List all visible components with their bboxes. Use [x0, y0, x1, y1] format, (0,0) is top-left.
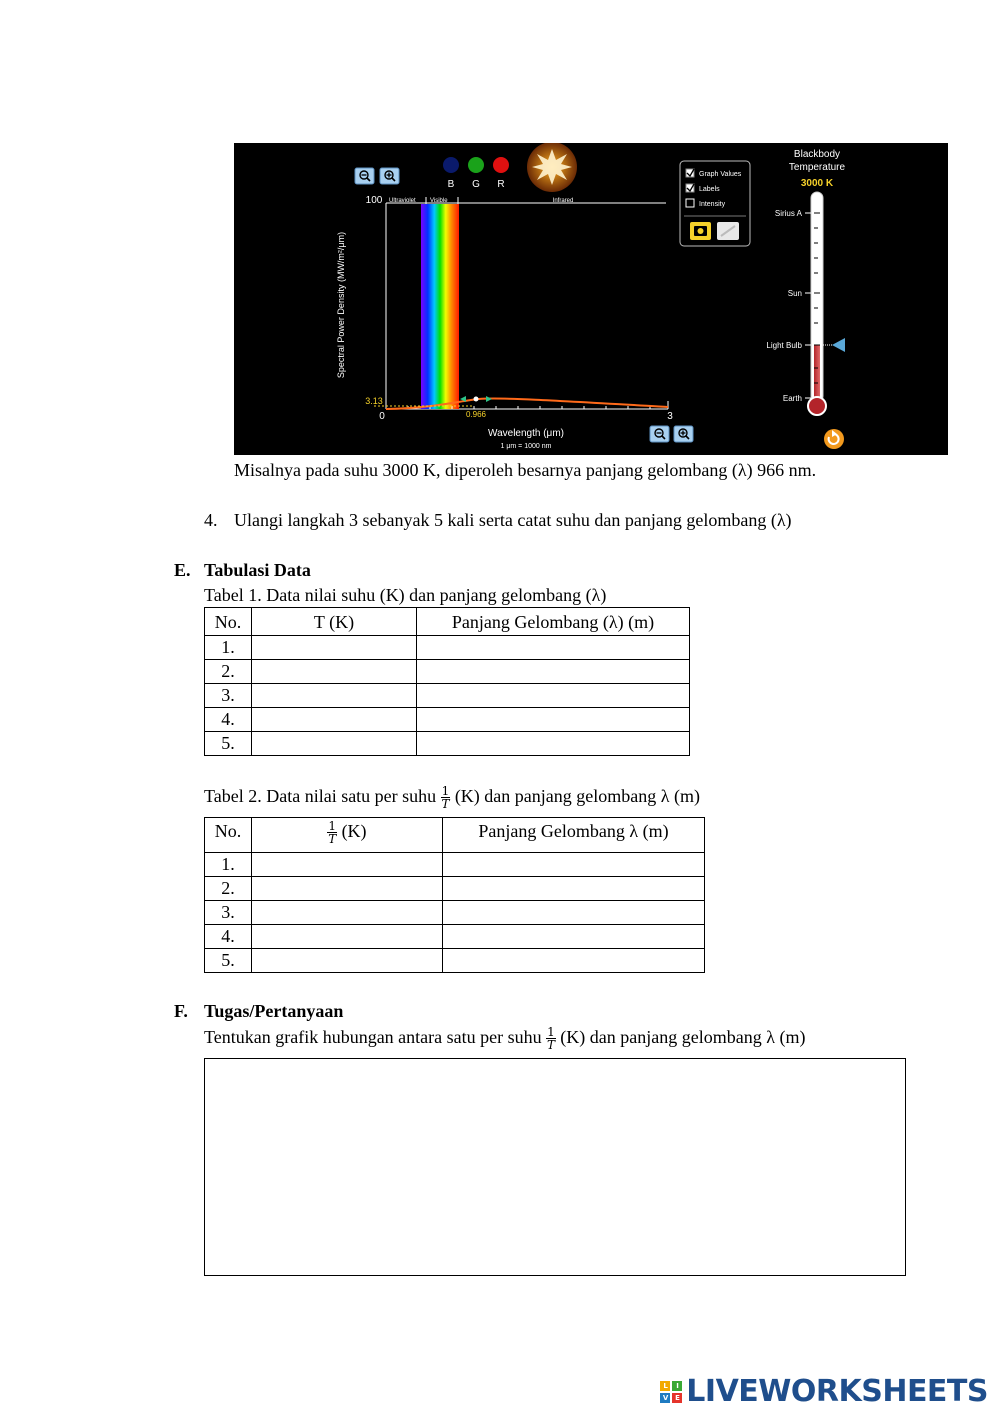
section-f-letter: F.	[174, 1001, 188, 1021]
row-number: 1.	[205, 853, 252, 877]
table-1	[204, 607, 690, 756]
table-2-header-wavelength: Panjang Gelombang λ (m)	[443, 818, 705, 853]
thermo-mark-sun: Sun	[787, 289, 802, 298]
graph-values-checkbox[interactable]	[686, 169, 694, 177]
wavelength-cell[interactable]	[417, 708, 690, 732]
simulation-caption: Misalnya pada suhu 3000 K, diperoleh besarnya panjang gelombang (λ) 966 nm.	[234, 460, 817, 480]
graph-values-label: Graph Values	[699, 171, 742, 178]
table-2	[204, 817, 705, 973]
labels-label: Labels	[699, 186, 720, 193]
blackbody-simulation	[234, 143, 948, 455]
table-row	[205, 925, 705, 949]
row-number: 2.	[205, 660, 252, 684]
row-number: 3.	[205, 901, 252, 925]
label-g: G	[472, 179, 480, 190]
thermometer	[805, 192, 826, 415]
eraser-button[interactable]	[717, 222, 739, 240]
thermo-mark-earth: Earth	[782, 394, 802, 403]
wavelength-cell[interactable]	[443, 925, 705, 949]
graph-answer-box[interactable]	[204, 1058, 906, 1276]
row-number: 5.	[205, 949, 252, 973]
table-2-caption	[204, 785, 700, 810]
y-axis-max: 100	[365, 195, 383, 206]
table-row	[205, 732, 690, 756]
intensity-checkbox[interactable]	[686, 199, 694, 207]
reciprocal-temperature-fraction	[441, 785, 451, 810]
table-2-header-no: No.	[205, 818, 252, 853]
green-indicator-icon	[468, 157, 484, 173]
temperature-cell[interactable]	[252, 636, 417, 660]
wavelength-cell[interactable]	[443, 853, 705, 877]
table-1-header-no: No.	[205, 608, 252, 636]
x-axis-min: 0	[379, 411, 385, 422]
fraction-denominator: T	[328, 832, 337, 847]
x-axis-sublabel: 1 μm = 1000 nm	[500, 443, 552, 450]
labels-checkbox[interactable]	[686, 184, 694, 192]
zoom-in-button[interactable]	[380, 168, 399, 184]
wavelength-cell[interactable]	[443, 901, 705, 925]
reciprocal-temperature-fraction	[546, 1026, 556, 1051]
temperature-cell[interactable]	[252, 732, 417, 756]
reset-button[interactable]	[824, 429, 844, 449]
fraction-numerator: 1	[547, 1025, 555, 1040]
fraction-denominator: T	[441, 797, 450, 812]
table-row	[205, 853, 705, 877]
x-axis-label: Wavelength (μm)	[488, 428, 564, 439]
fraction-denominator: T	[546, 1038, 555, 1053]
row-number: 3.	[205, 684, 252, 708]
reciprocal-cell[interactable]	[252, 853, 443, 877]
row-number: 2.	[205, 877, 252, 901]
table-1-header-wavelength: Panjang Gelombang (λ) (m)	[417, 608, 690, 636]
region-infrared: Infrared	[552, 198, 574, 204]
reciprocal-cell[interactable]	[252, 877, 443, 901]
liveworksheets-logo	[660, 1374, 988, 1409]
task-text	[204, 1026, 805, 1051]
y-axis-label: Spectral Power Density (MW/m²/μm)	[336, 231, 346, 379]
table-row	[205, 901, 705, 925]
table-2-caption-end: (K) dan panjang gelombang λ (m)	[454, 786, 700, 806]
table-1-caption: Tabel 1. Data nilai suhu (K) dan panjang gelombang (λ)	[204, 585, 607, 605]
x-zoom-in-button[interactable]	[674, 426, 693, 442]
reciprocal-temperature-fraction	[327, 820, 337, 845]
thermo-mark-light-bulb: Light Bulb	[766, 341, 802, 350]
temperature-cell[interactable]	[252, 708, 417, 732]
wavelength-cell[interactable]	[417, 684, 690, 708]
star-glow-icon	[527, 143, 577, 192]
table-2-header-unit: (K)	[341, 821, 367, 841]
zoom-out-button[interactable]	[355, 168, 374, 184]
y-axis-marker: 3.13	[365, 396, 383, 406]
logo-letter: I	[672, 1381, 682, 1391]
logo-letter: V	[660, 1393, 670, 1403]
temperature-readout: 3000 K	[800, 178, 834, 189]
wavelength-cell[interactable]	[443, 877, 705, 901]
label-r: R	[497, 179, 505, 190]
table-row	[205, 708, 690, 732]
x-axis-marker: 0.966	[465, 410, 487, 419]
task-text-end: (K) dan panjang gelombang λ (m)	[560, 1027, 806, 1047]
x-axis-max: 3	[667, 411, 673, 422]
table-1-header-t: T (K)	[252, 608, 417, 636]
wavelength-cell[interactable]	[443, 949, 705, 973]
red-indicator-icon	[493, 157, 509, 173]
simulation-canvas	[234, 143, 948, 455]
thermo-title-1: Blackbody	[793, 149, 841, 160]
table-row	[205, 949, 705, 973]
table-2-caption-start: Tabel 2. Data nilai satu per suhu	[204, 786, 437, 806]
region-ultraviolet: Ultraviolet	[389, 198, 416, 204]
thermo-title-2: Temperature	[788, 162, 846, 173]
table-row	[205, 660, 690, 684]
section-e-title: Tabulasi Data	[204, 560, 311, 580]
table-2-header-reciprocal	[252, 818, 443, 853]
reciprocal-cell[interactable]	[252, 901, 443, 925]
wavelength-cell[interactable]	[417, 660, 690, 684]
reciprocal-cell[interactable]	[252, 925, 443, 949]
step-4-text: Ulangi langkah 3 sebanyak 5 kali serta catat suhu dan panjang gelombang (λ)	[234, 510, 792, 530]
section-f-title: Tugas/Pertanyaan	[204, 1001, 344, 1021]
region-visible: Visible	[430, 198, 448, 204]
brand-name: LIVEWORKSHEETS	[686, 1374, 988, 1409]
step-4-number: 4.	[204, 510, 218, 530]
visible-spectrum-band	[421, 204, 459, 409]
camera-button[interactable]	[690, 222, 711, 240]
table-row	[205, 636, 690, 660]
logo-grid-icon	[660, 1381, 682, 1403]
thermo-mark-sirius: Sirius A	[774, 209, 802, 218]
row-number: 1.	[205, 636, 252, 660]
logo-letter: L	[660, 1381, 670, 1391]
fraction-numerator: 1	[328, 819, 337, 834]
reciprocal-cell[interactable]	[252, 949, 443, 973]
temperature-cell[interactable]	[252, 660, 417, 684]
wavelength-cell[interactable]	[417, 732, 690, 756]
section-e-letter: E.	[174, 560, 191, 580]
logo-letter: E	[672, 1393, 682, 1403]
table-row	[205, 877, 705, 901]
row-number: 5.	[205, 732, 252, 756]
temperature-slider-handle[interactable]	[832, 338, 845, 352]
row-number: 4.	[205, 708, 252, 732]
intensity-label: Intensity	[699, 201, 726, 208]
fraction-numerator: 1	[441, 784, 450, 799]
row-number: 4.	[205, 925, 252, 949]
table-row	[205, 684, 690, 708]
x-zoom-out-button[interactable]	[650, 426, 669, 442]
wavelength-cell[interactable]	[417, 636, 690, 660]
label-b: B	[447, 179, 455, 190]
task-text-start: Tentukan grafik hubungan antara satu per suhu	[204, 1027, 542, 1047]
blue-indicator-icon	[443, 157, 459, 173]
temperature-cell[interactable]	[252, 684, 417, 708]
